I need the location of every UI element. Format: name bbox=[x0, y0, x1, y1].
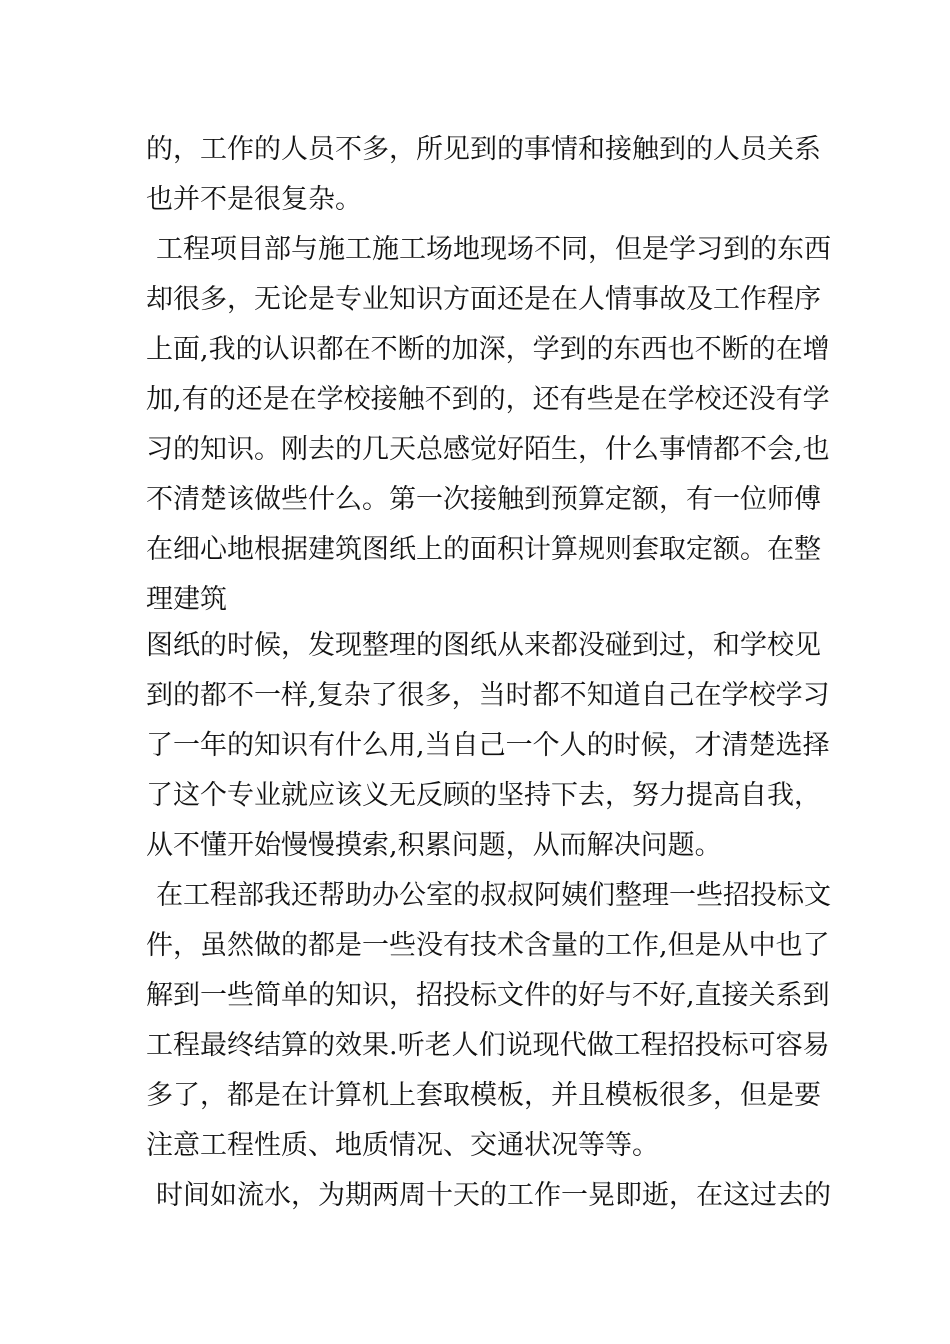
text-line: 加,有的还是在学校接触不到的，还有些是在学校还没有学 bbox=[146, 384, 830, 415]
text-line: 在细心地根据建筑图纸上的面积计算规则套取定额。在整 bbox=[146, 534, 821, 565]
text-line: 却很多，无论是专业知识方面还是在人情事故及工作程序 bbox=[146, 284, 821, 315]
text-line: 多了，都是在计算机上套取模板，并且模板很多，但是要 bbox=[146, 1080, 821, 1111]
text-line: 上面,我的认识都在不断的加深，学到的东西也不断的在增 bbox=[146, 334, 830, 365]
text-line: 图纸的时候，发现整理的图纸从来都没碰到过，和学校见 bbox=[146, 630, 821, 661]
text-line: 解到一些简单的知识，招投标文件的好与不好,直接关系到 bbox=[146, 980, 830, 1011]
text-line: 从不懂开始慢慢摸索,积累问题，从而解决问题。 bbox=[146, 830, 722, 861]
text-line: 的，工作的人员不多，所见到的事情和接触到的人员关系 bbox=[146, 134, 821, 165]
text-line: 在工程部我还帮助办公室的叔叔阿姨们整理一些招投标文 bbox=[156, 880, 831, 911]
text-line: 件，虽然做的都是一些没有技术含量的工作,但是从中也了 bbox=[146, 930, 830, 961]
text-line: 时间如流水，为期两周十天的工作一晃即逝，在这过去的 bbox=[156, 1180, 831, 1211]
text-line: 工程项目部与施工施工场地现场不同，但是学习到的东西 bbox=[156, 234, 831, 265]
text-line: 理建筑 bbox=[146, 584, 227, 615]
text-line: 工程最终结算的效果.听老人们说现代做工程招投标可容易 bbox=[146, 1030, 830, 1061]
text-line: 习的知识。刚去的几天总感觉好陌生，什么事情都不会,也 bbox=[146, 434, 830, 465]
text-line: 也并不是很复杂。 bbox=[146, 184, 362, 215]
text-line: 了这个专业就应该义无反顾的坚持下去，努力提高自我， bbox=[146, 780, 821, 811]
text-line: 了一年的知识有什么用,当自己一个人的时候，才清楚选择 bbox=[146, 730, 830, 761]
text-line: 注意工程性质、地质情况、交通状况等等。 bbox=[146, 1130, 659, 1161]
text-line: 不清楚该做些什么。第一次接触到预算定额，有一位师傅 bbox=[146, 484, 821, 515]
text-line: 到的都不一样,复杂了很多，当时都不知道自己在学校学习 bbox=[146, 680, 830, 711]
